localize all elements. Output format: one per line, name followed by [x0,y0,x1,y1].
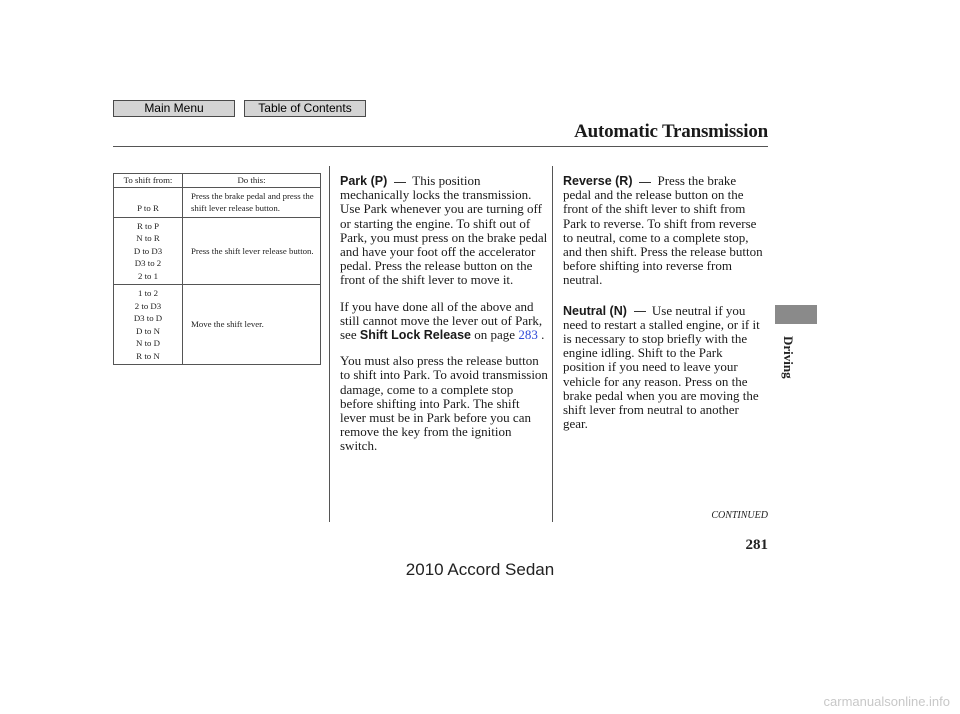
shift-from: N to D [136,338,160,348]
column-divider-right [552,166,553,522]
continued-label: CONTINUED [711,510,768,521]
reverse-paragraph [563,174,763,288]
park-section [340,174,548,466]
shift-lock-release-ref: Shift Lock Release [359,328,472,343]
neutral-text: Use neutral if you need to restart a stalled engine, or if it is necessary to stop briefly with the engine idling. Shift to the Park position if you need to leave your vehicle for any reason. Press on the brake pedal when you are moving the shift lever from neutral to another gear. [563,302,760,432]
page-number: 281 [745,537,768,553]
reverse-neutral-section [563,174,763,443]
shift-from: R to N [136,350,160,361]
header-from: To shift from: [114,174,183,188]
main-menu-button[interactable]: Main Menu [113,100,235,117]
shift-from: 1 to 2 [137,288,159,298]
table-row [114,187,321,217]
column-divider-left [329,166,330,522]
shift-from: D to D3 [133,245,163,256]
park-text-2: If you have done all of the above and still cannot move the lever out of Park, see [340,298,543,343]
heading-dash [639,182,651,183]
shift-from-cell [114,187,183,217]
shift-action: Press the shift lever release button. [183,217,321,285]
section-tab-label: Driving [781,336,796,379]
page-283-link[interactable]: 283 [518,327,538,343]
park-text-2-mid: on page [474,327,516,343]
neutral-paragraph [563,304,763,432]
shift-from: P to R [137,202,159,213]
shift-action: Press the brake pedal and press the shift lever release button. [183,187,321,217]
park-text-1: This position mechanically locks the transmission. Use Park whenever you are turning off or starting the engine. To shift out of Park, you must press on the brake pedal and have your foot off the accelerator pedal. Press the release button on the front of the shift lever to move it. [340,173,548,288]
heading-dash [634,311,646,312]
shift-from-cell [114,217,183,285]
shift-table [113,173,321,365]
table-of-contents-button[interactable]: Table of Contents [244,100,366,117]
table-row [114,285,321,365]
shift-from: 2 to 1 [137,270,159,281]
shift-from: D3 to D [133,313,163,323]
header-do: Do this: [183,174,321,188]
shift-from: R to P [136,220,159,231]
page-title: Automatic Transmission [574,121,768,142]
park-paragraph-1 [340,174,548,288]
shift-from: D3 to 2 [134,258,162,268]
table-row [114,217,321,285]
reverse-heading: Reverse (R) [563,174,633,188]
footer-title: 2010 Accord Sedan [405,560,555,579]
section-tab-marker [775,305,817,324]
shift-from-cell [114,285,183,365]
shift-action: Move the shift lever. [183,285,321,365]
heading-dash [394,182,406,183]
shift-from: D to N [136,325,160,336]
park-paragraph-3: You must also press the release button to shift into Park. To avoid transmission damage, come to a complete stop before shifting into Park. The shift lever must be in Park before you can remove the key from the ignition switch. [340,353,548,454]
title-divider [113,146,768,147]
shift-from: N to R [136,233,160,243]
reverse-text: Press the brake pedal and the release button on the front of the shift lever to shift from Park to reverse. To shift from reverse to neutral, come to a complete stop, and then shift. Press the release button before shifting into reverse from neutral. [563,173,763,288]
watermark: carmanualsonline.info [823,694,950,709]
park-paragraph-2 [340,300,548,343]
park-text-2-end: . [541,327,545,343]
shift-table-header [114,174,321,188]
neutral-heading: Neutral (N) [563,303,627,318]
park-heading: Park (P) [340,174,388,188]
shift-from: 2 to D3 [134,300,162,311]
